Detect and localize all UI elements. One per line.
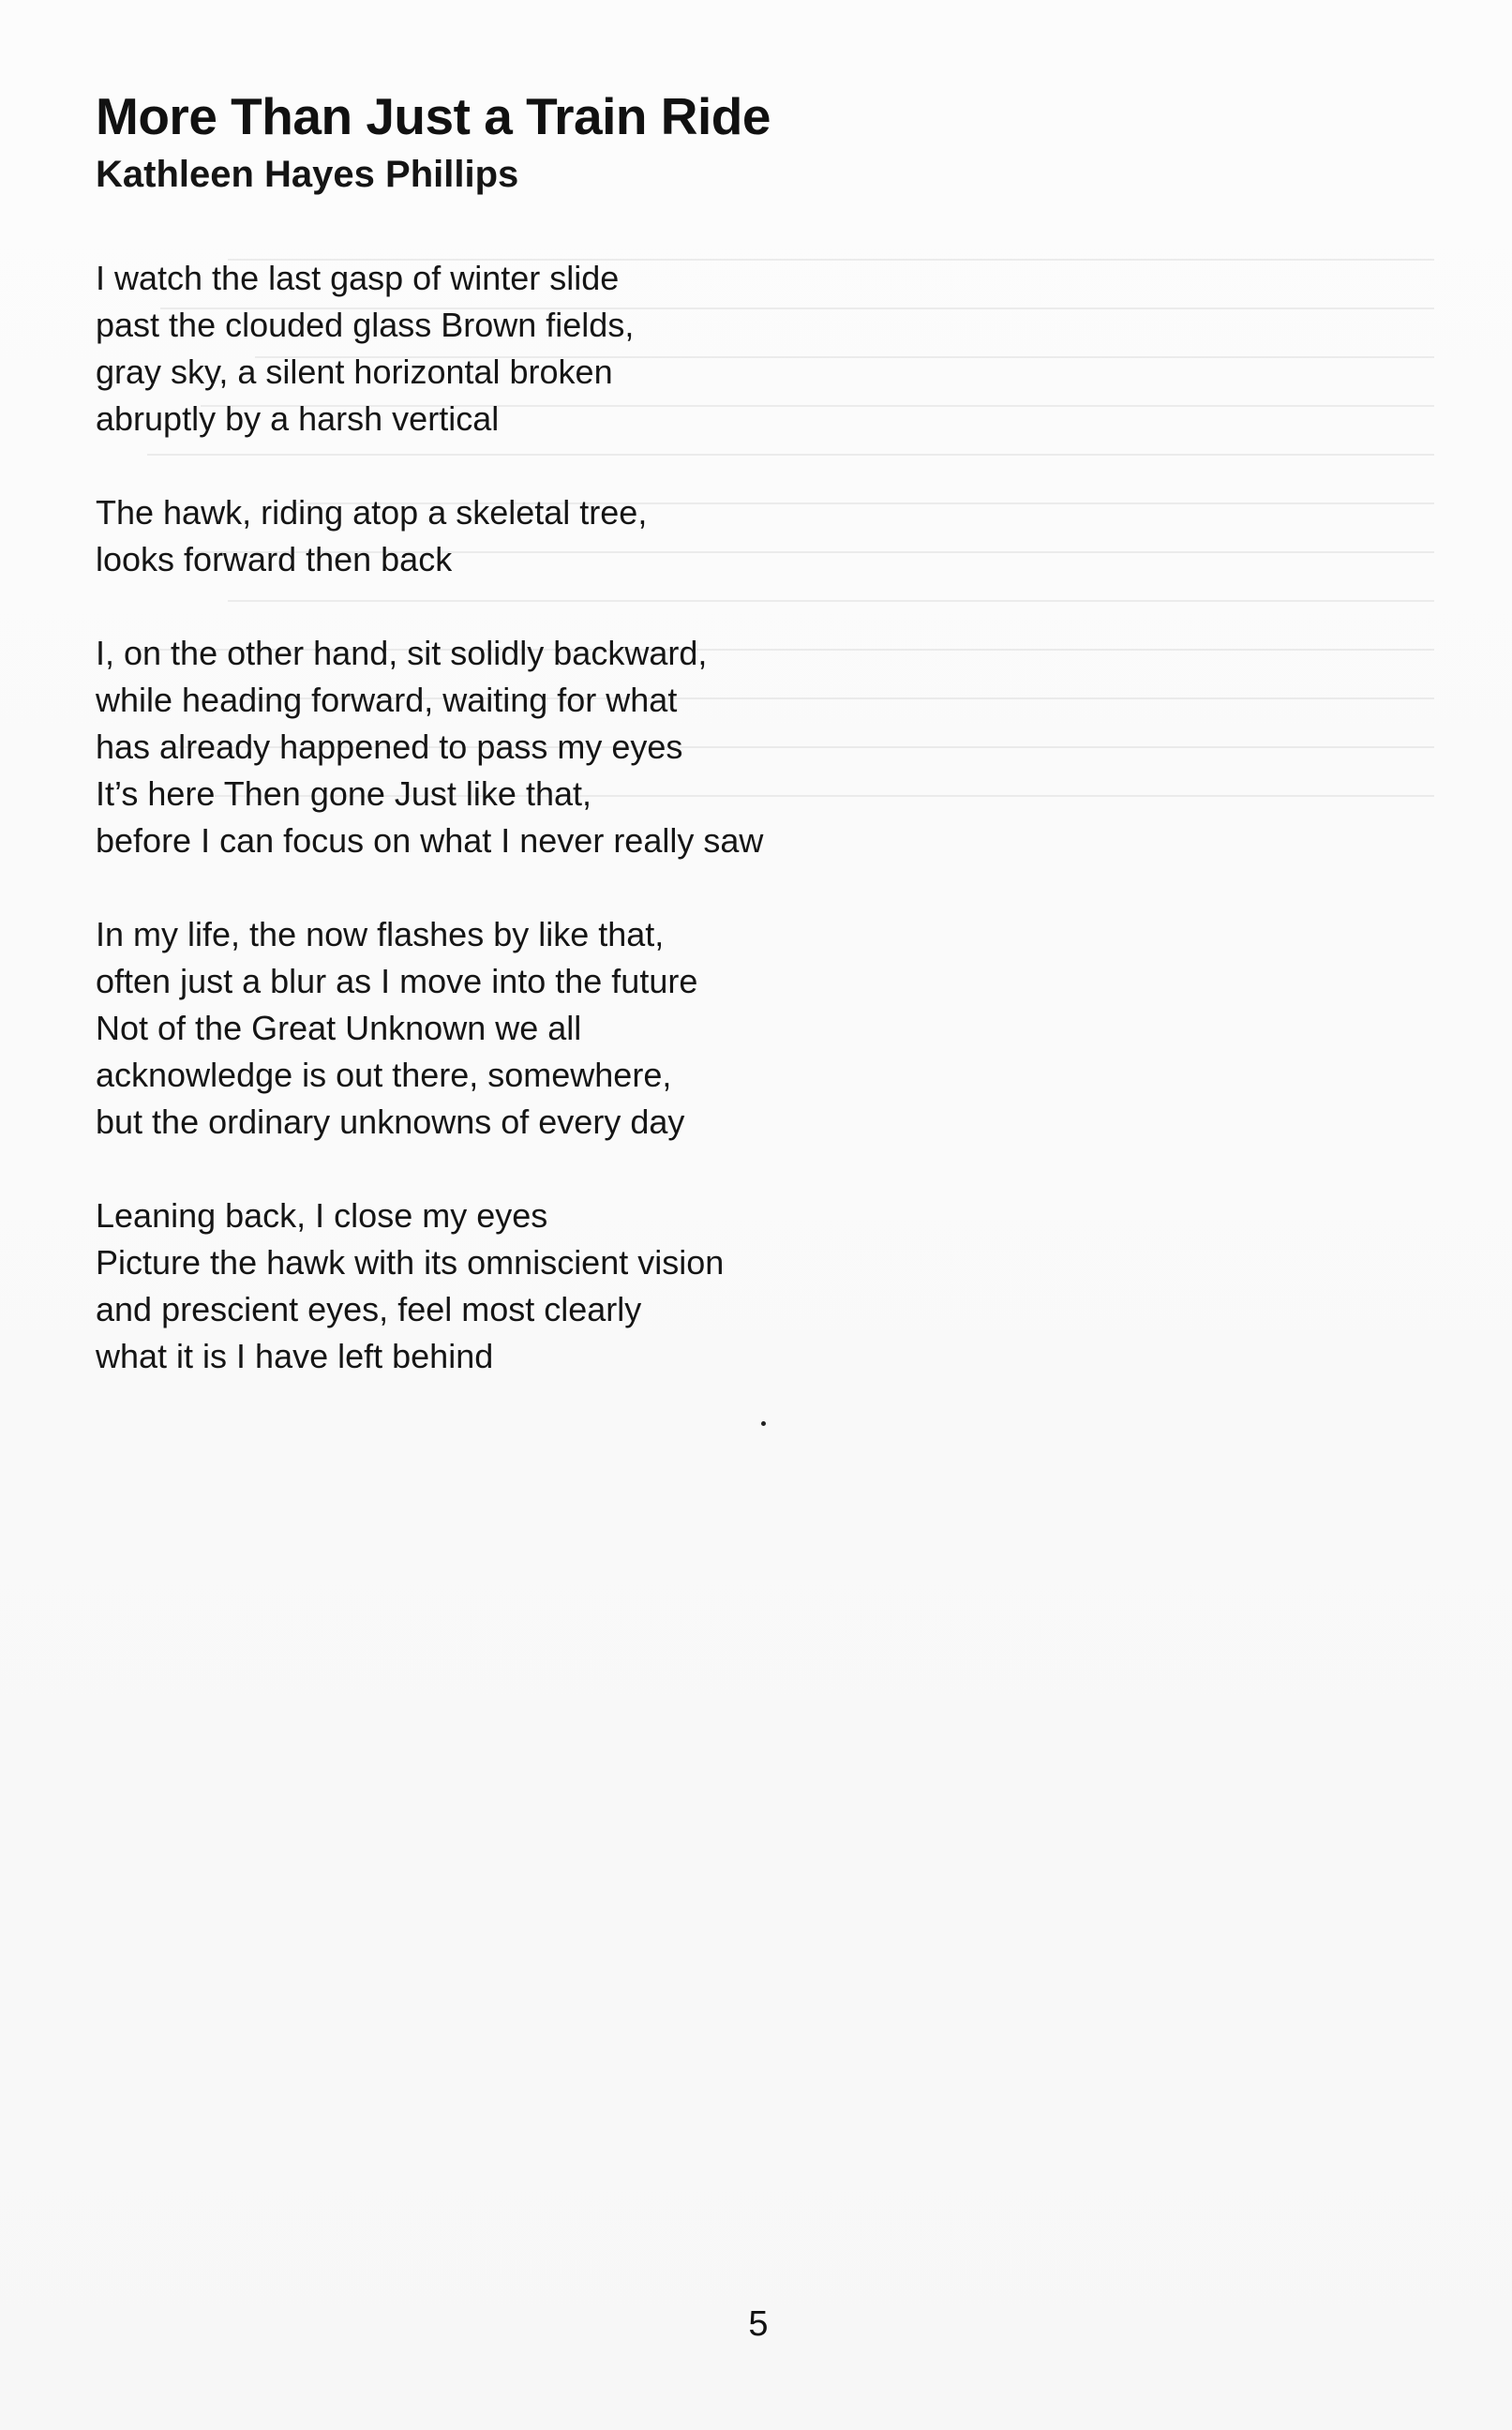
- poem-line: while heading forward, waiting for what: [96, 681, 678, 719]
- poem-line: but the ordinary unknowns of every day: [96, 1102, 685, 1141]
- poem-line: and prescient eyes, feel most clearly: [96, 1290, 642, 1328]
- ink-speck: [761, 1421, 766, 1426]
- poem-line: Leaning back, I close my eyes: [96, 1196, 548, 1235]
- poem-line: often just a blur as I move into the future: [96, 962, 698, 1000]
- poem-line: acknowledge is out there, somewhere,: [96, 1056, 672, 1094]
- poem-line: has already happened to pass my eyes: [96, 728, 683, 766]
- poem-line: Not of the Great Unknown we all: [96, 1009, 582, 1047]
- poem-title: More Than Just a Train Ride: [96, 87, 771, 145]
- stanza-5: [96, 1192, 1314, 1380]
- poem-line: I watch the last gasp of winter slide: [96, 259, 620, 297]
- poem-line: abruptly by a harsh vertical: [96, 399, 500, 438]
- poem-line: gray sky, a silent horizontal broken: [96, 352, 613, 391]
- poem-line: what it is I have left behind: [96, 1337, 494, 1375]
- poem-line: Picture the hawk with its omniscient vision: [96, 1243, 725, 1282]
- stanza-4: [96, 911, 1314, 1146]
- page-number-value: 5: [748, 2304, 769, 2344]
- poem-line: In my life, the now flashes by like that,: [96, 915, 665, 953]
- page-number: [0, 2301, 1512, 2348]
- poem-author: Kathleen Hayes Phillips: [96, 154, 519, 195]
- poem-line: looks forward then back: [96, 540, 453, 578]
- poem: [96, 84, 1314, 1427]
- poem-line: It’s here Then gone Just like that,: [96, 774, 591, 813]
- poem-line: The hawk, riding atop a skeletal tree,: [96, 493, 648, 532]
- stanza-2: [96, 489, 1314, 583]
- stanza-3: [96, 630, 1314, 864]
- stanza-1: [96, 255, 1314, 442]
- poem-line: before I can focus on what I never really saw: [96, 821, 764, 860]
- poem-line: I, on the other hand, sit solidly backward,: [96, 634, 708, 672]
- poem-line: past the clouded glass Brown fields,: [96, 306, 635, 344]
